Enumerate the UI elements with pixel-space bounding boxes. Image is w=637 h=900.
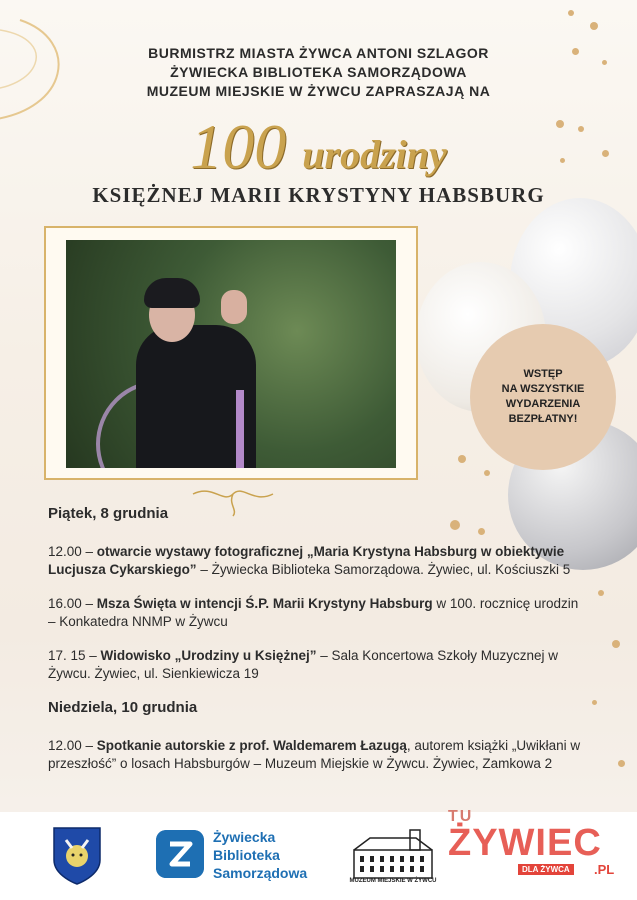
event-name: otwarcie wystawy fotograficznej „Maria Krystyna Habsburg w obiektywie Lucjusza Cykarskiego” — [48, 544, 565, 577]
day-heading-friday: Piątek, 8 grudnia — [48, 505, 169, 522]
waving-hand — [221, 290, 247, 324]
city-crest-icon — [52, 826, 102, 886]
badge-line-3: WYDARZENIA — [505, 398, 581, 410]
free-entry-badge — [470, 324, 616, 470]
organizer-line-2: ŻYWIECKA BIBLIOTEKA SAMORZĄDOWA — [170, 64, 467, 80]
schedule-item-exhibition — [48, 543, 588, 579]
event-time: 16.00 – — [48, 596, 97, 611]
day-heading-sunday: Niedziela, 10 grudnia — [48, 699, 198, 716]
wheelchair-bar — [236, 390, 244, 468]
library-name — [213, 828, 307, 882]
badge-line-4: BEZPŁATNY! — [508, 413, 578, 425]
event-name: Spotkanie autorskie z prof. Waldemarem Łazugą — [96, 738, 407, 753]
event-place: w 100. rocznicę urodzin – Konkatedra NNMP w Żywcu — [48, 596, 579, 629]
badge-line-2: NA WSZYSTKIE — [501, 383, 585, 395]
event-time: 12.00 – — [48, 544, 97, 559]
schedule-item-author-meeting — [48, 737, 588, 773]
organizers-header — [0, 44, 637, 101]
event-time: 17. 15 – — [48, 648, 101, 663]
photo-frame — [44, 226, 418, 480]
portrait-photo — [66, 240, 396, 468]
event-time: 12.00 – — [48, 738, 97, 753]
sponsor-logos-footer — [0, 808, 637, 900]
event-place: – Sala Koncertowa Szkoły Muzycznej w Żywcu. Żywiec, ul. Sienkiewicza 19 — [48, 648, 559, 681]
title-number: 100 — [190, 111, 287, 182]
schedule-item-mass — [48, 595, 588, 631]
badge-line-1: WSTĘP — [523, 368, 563, 380]
title-word: urodziny — [302, 132, 447, 177]
event-subtitle: KSIĘŻNEJ MARII KRYSTYNY HABSBURG — [92, 183, 545, 207]
library-name-line-2: Biblioteka — [213, 847, 280, 863]
library-logo-icon — [156, 830, 204, 878]
event-place: – Żywiecka Biblioteka Samorządowa. Żywiec, ul. Kościuszki 5 — [196, 562, 571, 577]
watermark-name: ŻYWIEC — [448, 822, 602, 864]
organizer-line-1: BURMISTRZ MIASTA ŻYWCA ANTONI SZLAGOR — [148, 45, 489, 61]
watermark-domain: .PL — [594, 862, 615, 877]
museum-label: MUZEUM MIEJSKIE W ŻYWCU — [349, 878, 437, 884]
watermark-logo — [448, 808, 618, 888]
event-name: Widowisko „Urodziny u Księżnej” — [100, 648, 317, 663]
watermark-tagline: DLA ŻYWCA — [518, 864, 574, 875]
schedule-item-show — [48, 647, 588, 683]
figure-hat — [144, 278, 200, 308]
event-title — [0, 112, 637, 190]
library-name-line-1: Żywiecka — [213, 829, 276, 845]
event-schedule — [48, 505, 588, 773]
event-place: , autorem książki „Uwikłani w przeszłość” o losach Habsburgów – Muzeum Miejskie w Żywcu. Żywiec, Zamkowa 2 — [48, 738, 581, 771]
event-name: Msza Święta w intencji Ś.P. Marii Krystyny Habsburg — [96, 596, 433, 611]
watermark-tu: TU — [448, 808, 474, 825]
museum-building-icon — [350, 826, 436, 886]
organizer-line-3: MUZEUM MIEJSKIE W ŻYWCU ZAPRASZAJĄ NA — [146, 83, 491, 99]
library-name-line-3: Samorządowa — [213, 865, 308, 881]
